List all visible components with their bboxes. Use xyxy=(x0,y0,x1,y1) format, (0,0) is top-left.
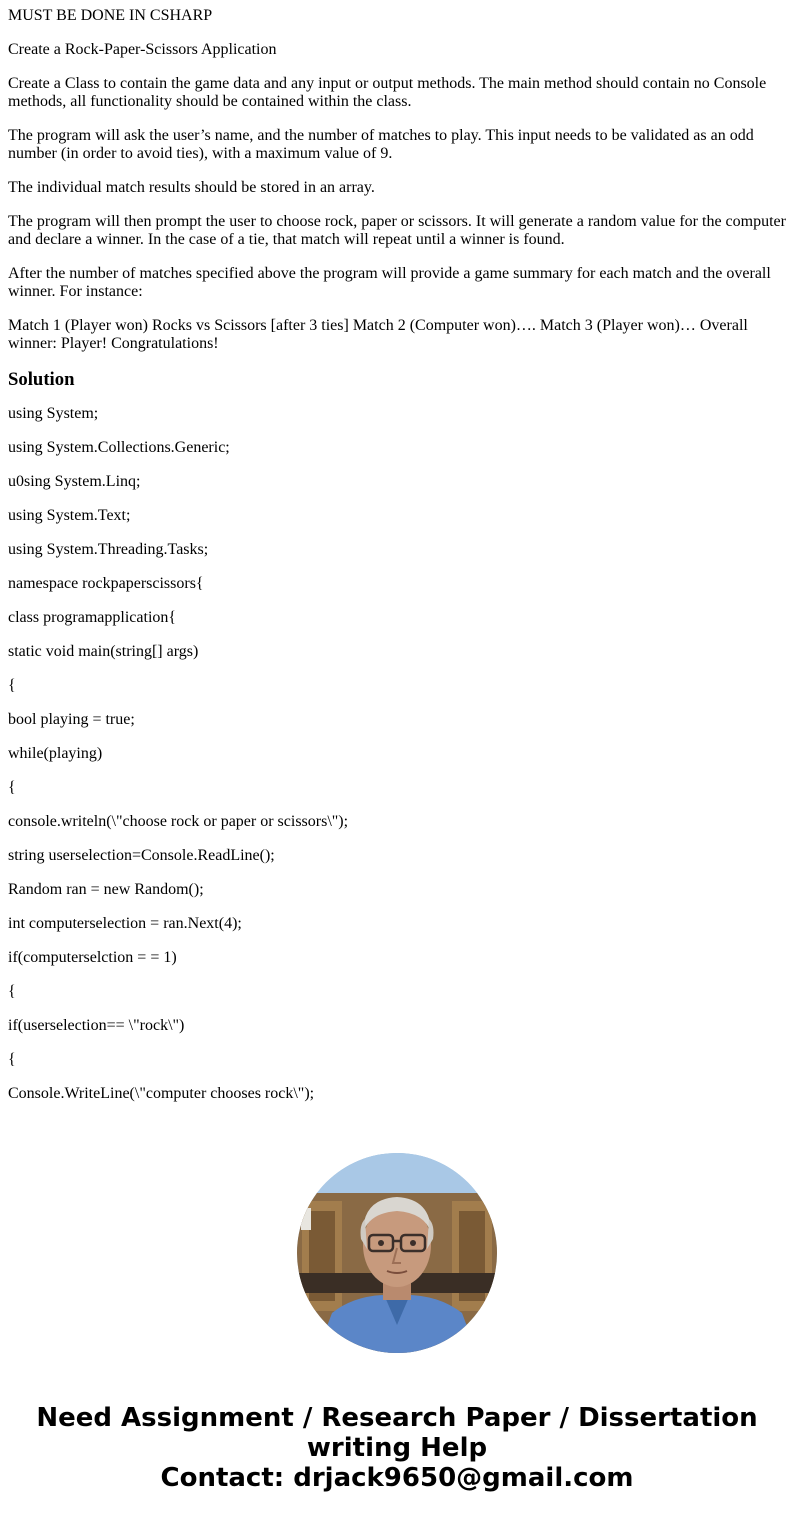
code-line: { xyxy=(8,983,16,1000)
contact-banner xyxy=(0,1403,794,1493)
code-line: using System.Threading.Tasks; xyxy=(8,541,209,558)
code-line: static void main(string[] args) xyxy=(8,643,199,660)
question-section xyxy=(8,7,786,353)
question-paragraph: The program will ask the user’s name, and the number of matches to play. This input needs to be validated as an odd number (in order to avoid ties), with a maximum value of 9. xyxy=(8,127,754,162)
code-line: u0sing System.Linq; xyxy=(8,473,141,490)
question-paragraph: Create a Class to contain the game data and any input or output methods. The main method should contain no Console methods, all functionality should be contained within the class. xyxy=(8,75,767,110)
code-line: int computerselection = ran.Next(4); xyxy=(8,915,242,932)
code-line: Random ran = new Random(); xyxy=(8,881,204,898)
author-avatar xyxy=(297,1153,497,1353)
question-paragraph: Match 1 (Player won) Rocks vs Scissors [after 3 ties] Match 2 (Computer won)…. Match 3 (Player won)… Overall winner: Player! Congratulations! xyxy=(8,317,748,352)
code-line: using System.Collections.Generic; xyxy=(8,439,230,456)
contact-banner-line: Need Assignment / Research Paper / Dissertation xyxy=(36,1403,758,1433)
code-line: Console.WriteLine(\"computer chooses rock\"); xyxy=(8,1085,315,1102)
contact-email[interactable]: Contact: drjack9650@gmail.com xyxy=(160,1463,634,1493)
code-line: if(userselection== \"rock\") xyxy=(8,1017,185,1034)
code-line: { xyxy=(8,779,16,796)
code-line: bool playing = true; xyxy=(8,711,135,728)
code-line: string userselection=Console.ReadLine(); xyxy=(8,847,275,864)
code-line: namespace rockpaperscissors{ xyxy=(8,575,204,592)
solution-code xyxy=(8,405,786,1103)
question-paragraph: MUST BE DONE IN CSHARP xyxy=(8,7,213,24)
author-photo-illustration xyxy=(297,1153,497,1353)
code-line: { xyxy=(8,1051,16,1068)
code-line: using System; xyxy=(8,405,99,422)
question-paragraph: The individual match results should be stored in an array. xyxy=(8,179,375,196)
contact-banner-line: writing Help xyxy=(306,1433,488,1463)
code-line: { xyxy=(8,677,16,694)
question-paragraph: Create a Rock-Paper-Scissors Application xyxy=(8,41,277,58)
question-paragraph: After the number of matches specified above the program will provide a game summary for each match and the overall winner. For instance: xyxy=(8,265,771,300)
code-line: using System.Text; xyxy=(8,507,131,524)
solution-heading: Solution xyxy=(8,369,75,390)
code-line: class programapplication{ xyxy=(8,609,177,626)
question-paragraph: The program will then prompt the user to choose rock, paper or scissors. It will generate a random value for the computer and declare a winner. In the case of a tie, that match will repeat until a winner is found. xyxy=(8,213,786,248)
code-line: while(playing) xyxy=(8,745,103,762)
code-line: console.writeln(\"choose rock or paper or scissors\"); xyxy=(8,813,349,830)
code-line: if(computerselction = = 1) xyxy=(8,949,177,966)
